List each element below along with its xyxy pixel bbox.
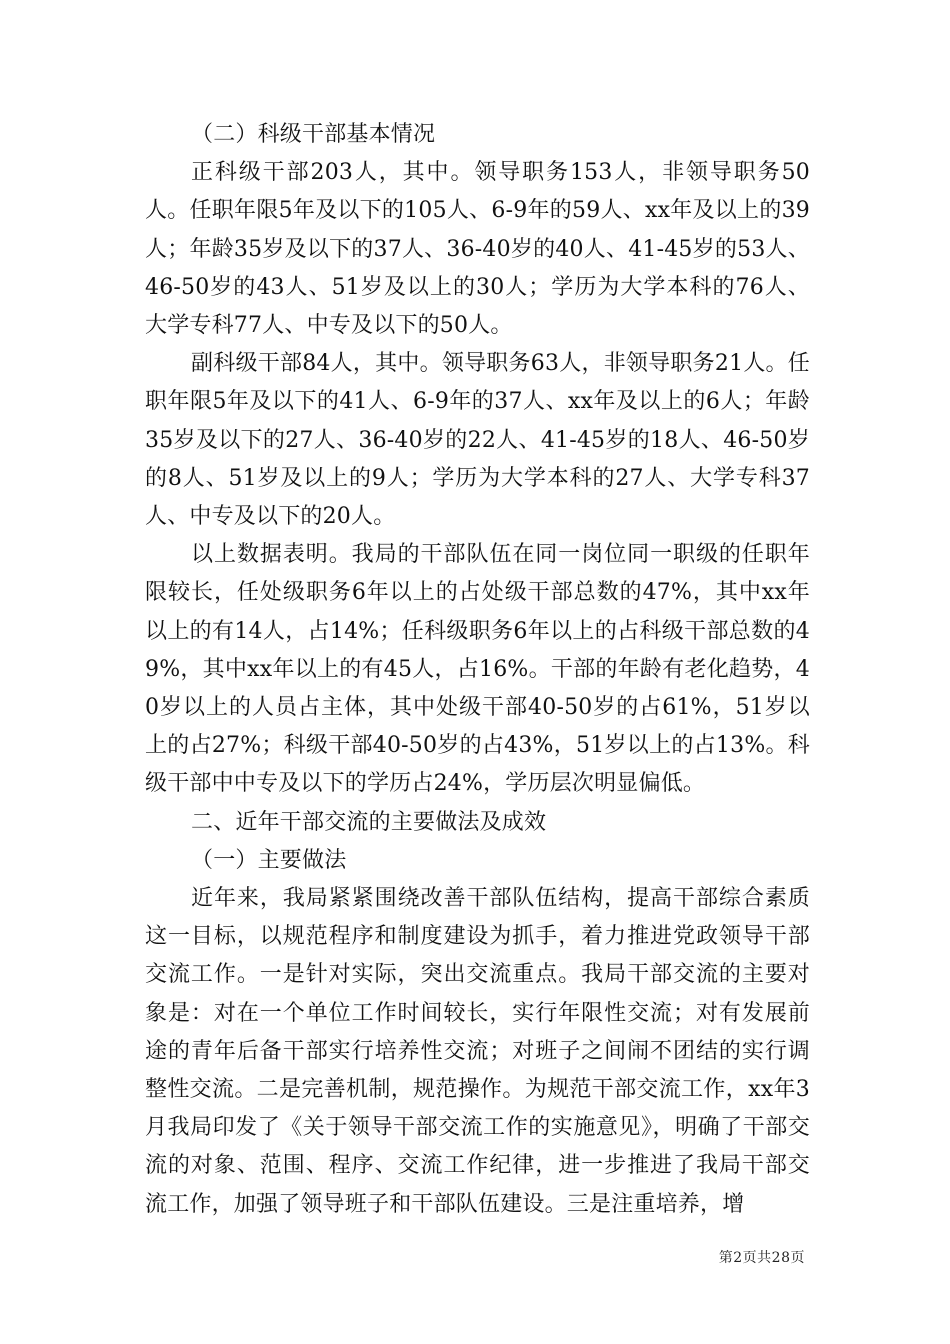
paragraph-chief-section-cadres: 正科级干部203人，其中。领导职务153人，非领导职务50人。任职年限5年及以下的105人、6-9年的59人、xx年及以上的39人；年龄35岁及以下的37人、36-40岁的40人、41-45岁的53人、46-50岁的43人、51岁及以上的30人；学历为大学本科的76人、大学专科77人、中专及以下的50人。 — [145, 160, 810, 339]
section-heading-cadre-basic-info: （二）科级干部基本情况 — [191, 122, 436, 147]
page-number-footer: 第2页共28页 — [718, 1250, 805, 1266]
document-body — [145, 116, 810, 1224]
paragraph-deputy-section-cadres: 副科级干部84人，其中。领导职务63人，非领导职务21人。任职年限5年及以下的41人、6-9年的37人、xx年及以上的6人；年龄35岁及以下的27人、36-40岁的22人、41-45岁的18人、46-50岁的8人、51岁及以上的9人；学历为大学本科的27人、大学专科37人、中专及以下的20人。 — [145, 351, 810, 530]
paragraph-main-practices: 近年来，我局紧紧围绕改善干部队伍结构，提高干部综合素质这一目标，以规范程序和制度建设为抓手，着力推进党政领导干部交流工作。一是针对实际，突出交流重点。我局干部交流的主要对象是：对在一个单位工作时间较长，实行年限性交流；对有发展前途的青年后备干部实行培养性交流；对班子之间闹不团结的实行调整性交流。二是完善机制，规范操作。为规范干部交流工作，xx年3月我局印发了《关于领导干部交流工作的实施意见》，明确了干部交流的对象、范围、程序、交流工作纪律，进一步推进了我局干部交流工作，加强了领导班子和干部队伍建设。三是注重培养，增 — [145, 886, 810, 1217]
subsection-heading-main-practices: （一）主要做法 — [191, 847, 347, 873]
section-heading-exchange-practices: 二、近年干部交流的主要做法及成效 — [191, 809, 547, 835]
paragraph-data-analysis: 以上数据表明。我局的干部队伍在同一岗位同一职级的任职年限较长，任处级职务6年以上的占处级干部总数的47%，其中xx年以上的有14人，占14%；任科级职务6年以上的占科级干部总数的49%，其中xx年以上的有45人，占16%。干部的年龄有老化趋势，40岁以上的人员占主体，其中处级干部40-50岁的占61%，51岁以上的占27%；科级干部40-50岁的占43%，51岁以上的占13%。科级干部中中专及以下的学历占24%，学历层次明显偏低。 — [145, 542, 810, 797]
